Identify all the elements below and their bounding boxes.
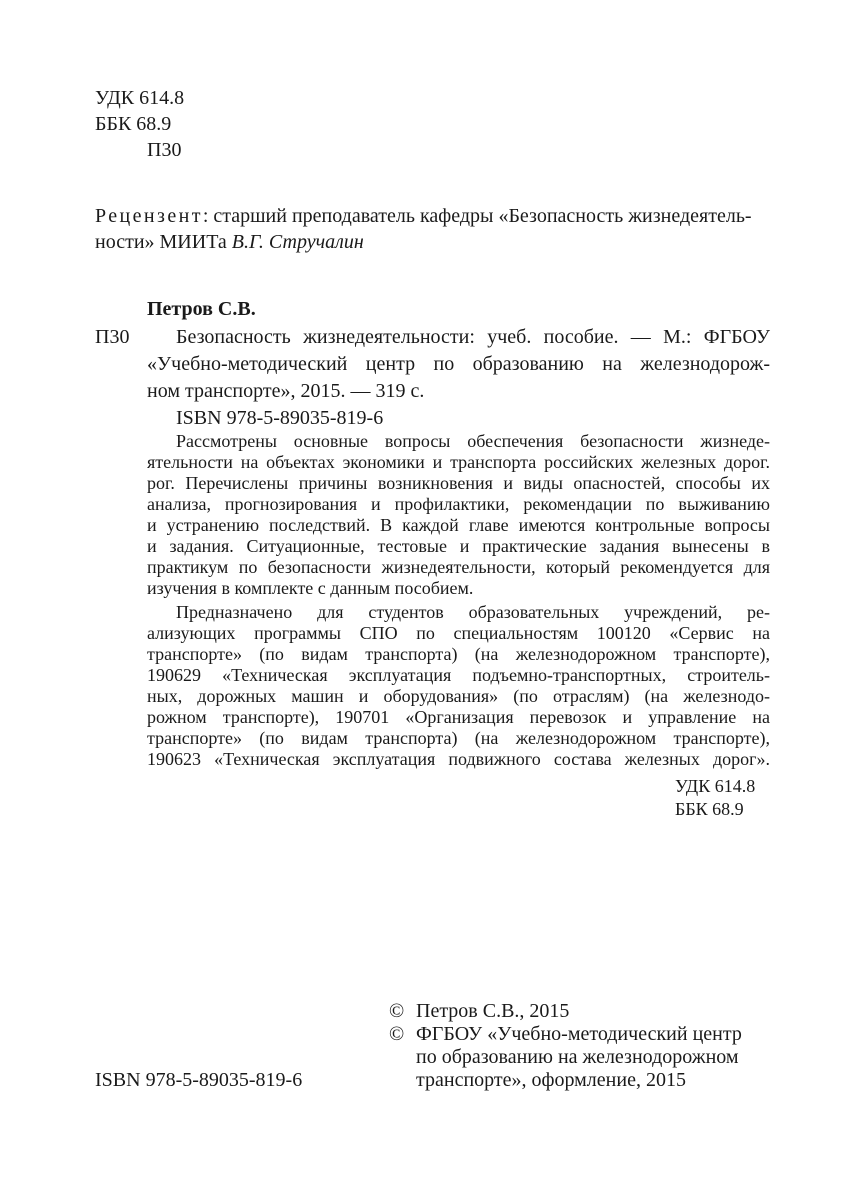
bbk-code: ББК 68.9 [95,113,172,135]
abstract-line: и задания. Ситуационные, тестовые и практические задания вынесены в [147,536,770,556]
purpose-line: ализующих программы СПО по специальностям 100120 «Сервис на [147,623,770,643]
purpose-line: 190629 «Техническая эксплуатация подъемно-транспортных, строитель- [147,665,770,685]
reviewer-line-1 [95,206,752,226]
abstract-line: практикум по безопасности жизнедеятельности, который рекомендуется для [147,557,770,577]
abstract-line: и устранению последствий. В каждой главе имеются контрольные вопросы [147,515,770,535]
reviewer-line-2 [95,232,364,252]
copyright-author: Петров С.В., 2015 [416,1000,570,1022]
abstract-line: Рассмотрены основные вопросы обеспечения безопасности жизнеде- [176,431,770,451]
purpose-line: транспорте» (по видам транспорта) (на железнодорожном транспорте), [147,728,770,748]
reviewer-org: ности» МИИТа [95,231,232,253]
udk-code: УДК 614.8 [95,87,185,109]
purpose-line: ных, дорожных машин и оборудования» (по отраслям) (на железнодо- [147,686,770,706]
abstract-line: анализа, прогнозирования и профилактики, рекомендации по выживанию [147,494,770,514]
copyright-symbol: © [389,1000,405,1022]
bib-line: ном транспорте», 2015. — 319 с. [147,380,425,402]
copyright-symbol: © [389,1023,405,1045]
purpose-line: Предназначено для студентов образовательных учреждений, ре- [176,602,770,622]
copyright-publisher-line: транспорте», оформление, 2015 [416,1069,686,1091]
bib-author: Петров С.В. [147,298,256,320]
author-mark: П30 [147,139,182,161]
purpose-line: транспорте» (по видам транспорта) (на железнодорожном транспорте), [147,644,770,664]
bib-line: Безопасность жизнедеятельности: учеб. пособие. — М.: ФГБОУ [176,326,770,348]
copyright-publisher-line: ФГБОУ «Учебно-методический центр [416,1023,742,1045]
footer-isbn: ISBN 978-5-89035-819-6 [95,1069,303,1091]
bib-mark: П30 [95,326,130,348]
abstract-line: рог. Перечислены причины возникновения и виды опасностей, способы их [147,473,770,493]
bib-line: «Учебно-методический центр по образованию на железнодорож- [147,353,770,375]
purpose-line: рожном транспорте), 190701 «Организация перевозок и управление на [147,707,770,727]
bib-isbn: ISBN 978-5-89035-819-6 [176,407,384,429]
copyright-publisher-line: по образованию на железнодорожном [416,1046,739,1068]
reviewer-label: Рецензент [95,205,203,227]
reviewer-desc: : старший преподаватель кафедры «Безопасность жизнедеятель- [202,205,752,227]
abstract-udk: УДК 614.8 [675,776,756,796]
abstract-bbk: ББК 68.9 [675,799,744,819]
abstract-line: изучения в комплекте с данным пособием. [147,578,474,598]
reviewer-name: В.Г. Стручалин [231,231,364,253]
abstract-line: ятельности на объектах экономики и транспорта российских железных дорог. [147,452,770,472]
purpose-line: 190623 «Техническая эксплуатация подвижного состава железных дорог». [147,749,770,769]
